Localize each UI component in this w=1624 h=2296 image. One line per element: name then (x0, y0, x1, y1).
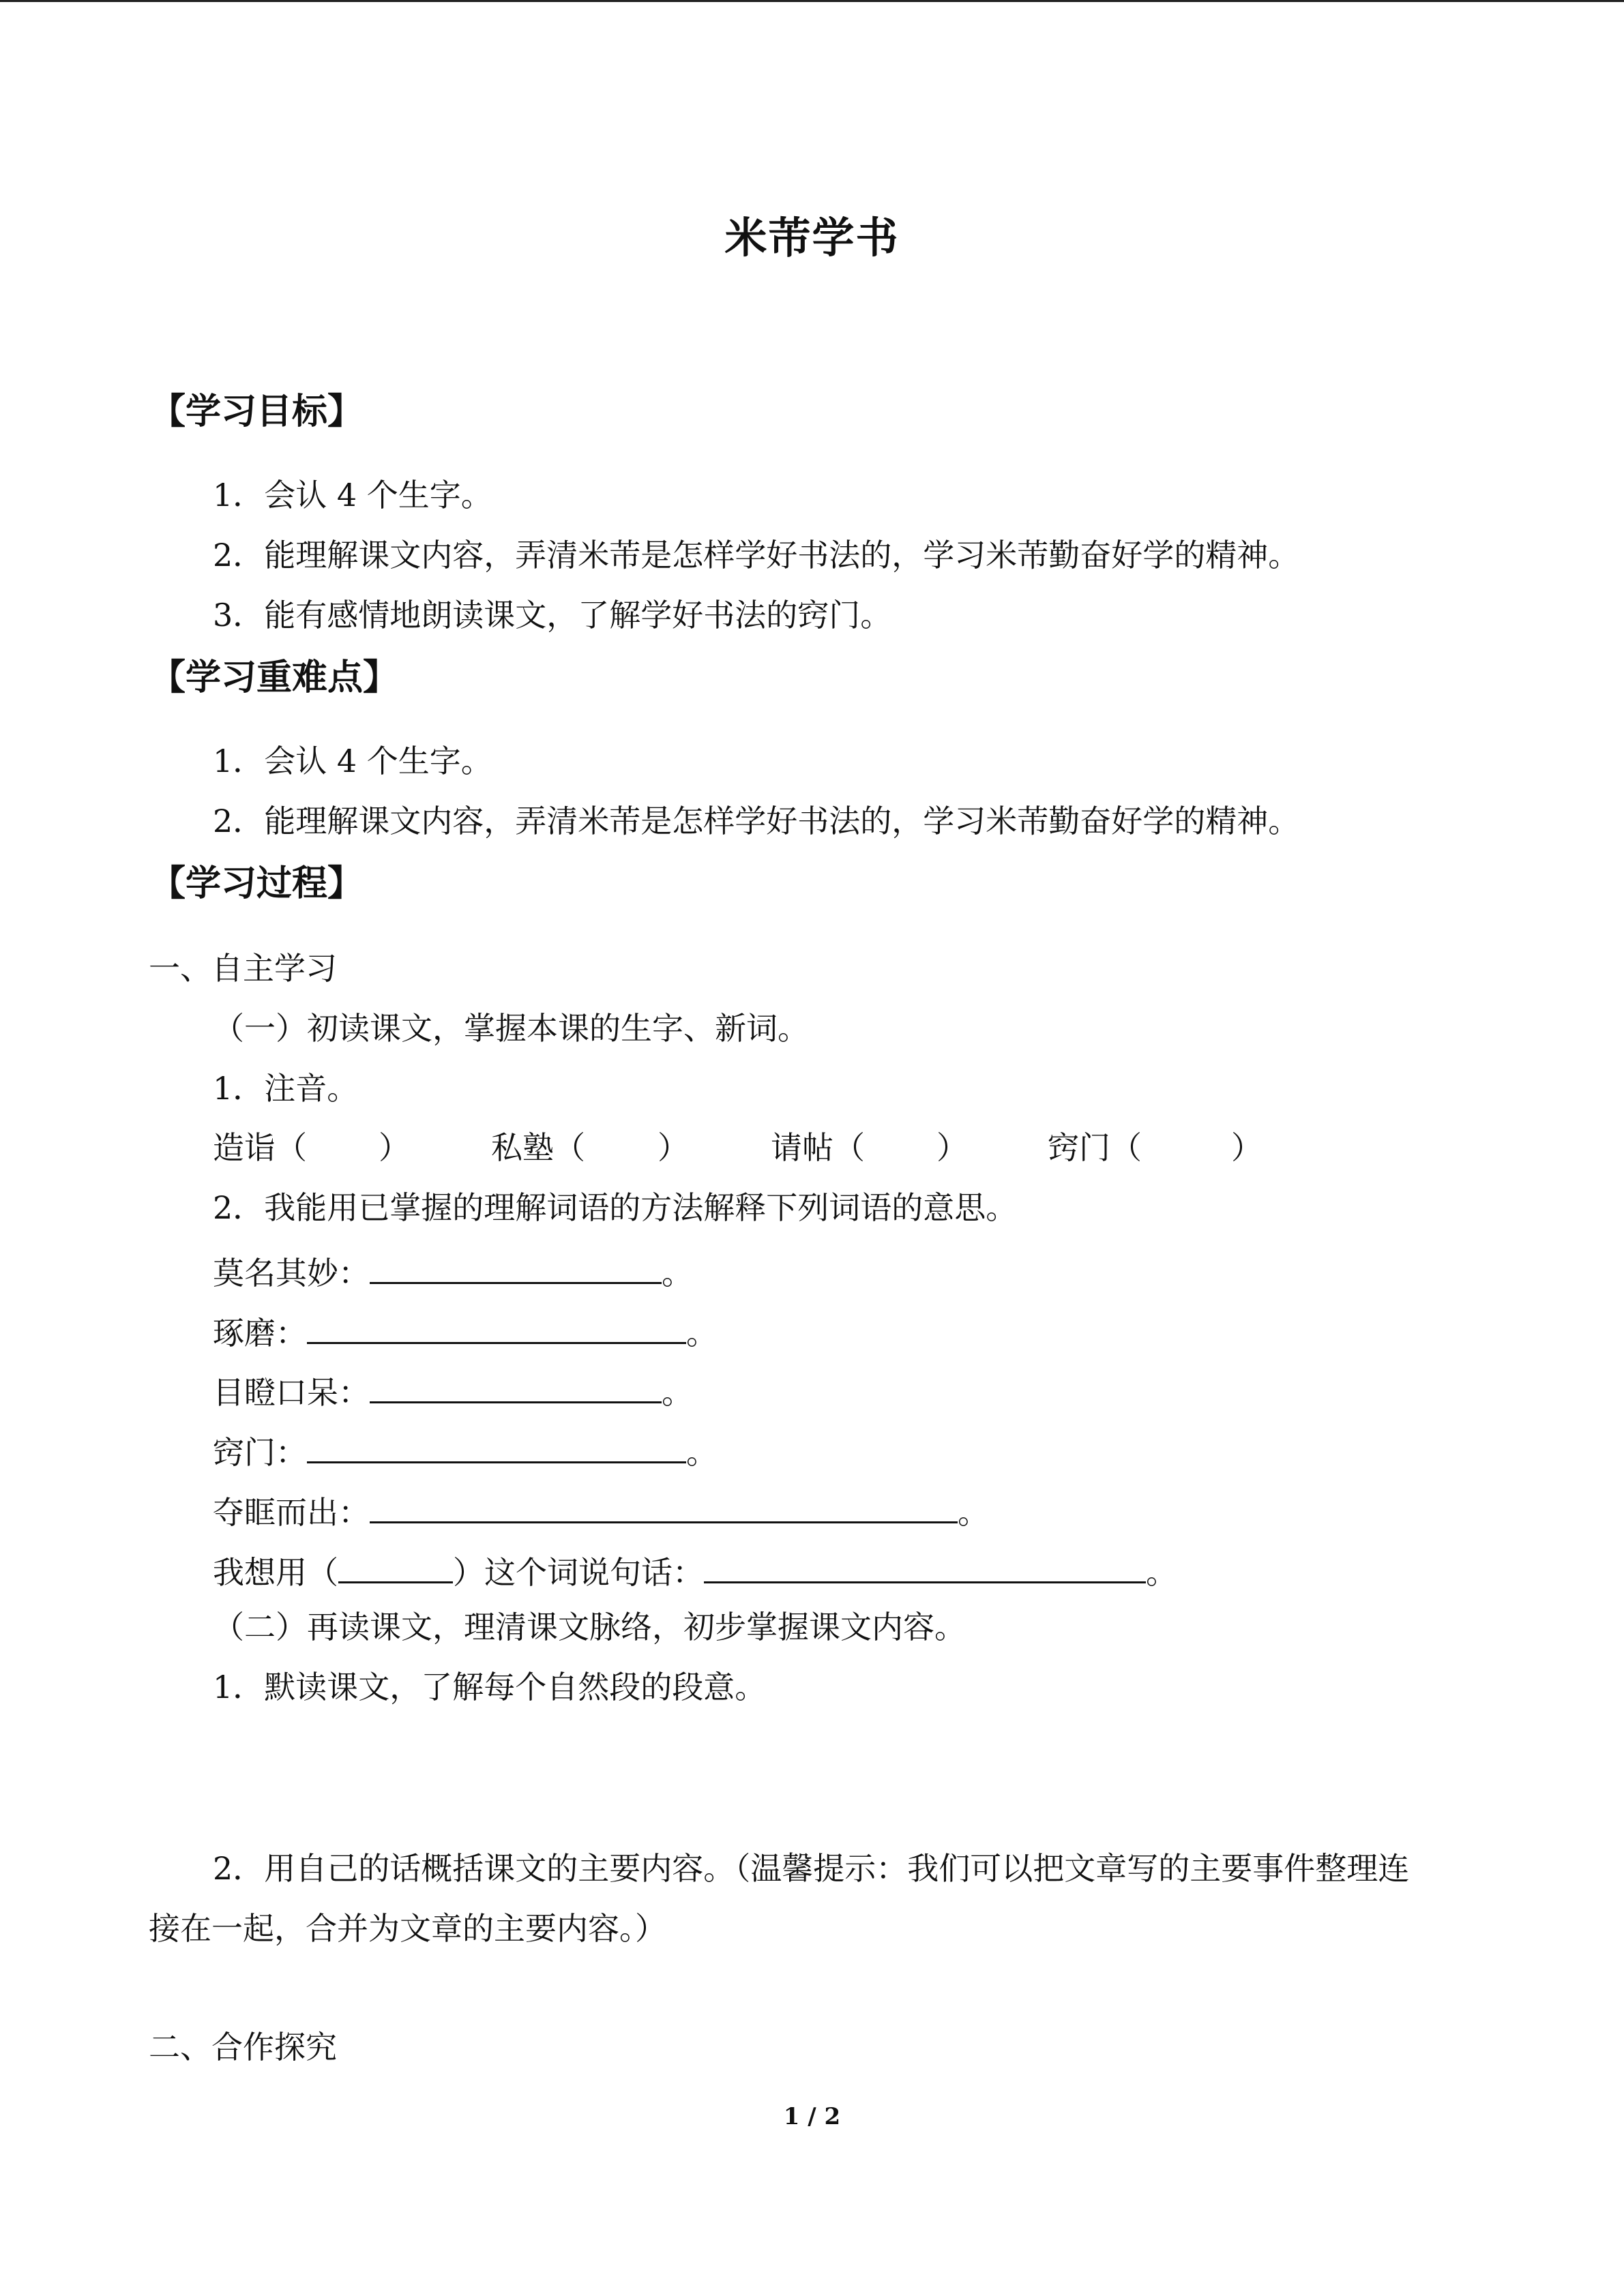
question-label: 1．默读课文，了解每个自然段的段意。 (213, 1669, 767, 1705)
period: 。 (1146, 1554, 1177, 1591)
section-heading-process: 【学习过程】 (150, 863, 364, 904)
sentence-blank[interactable] (704, 1551, 1146, 1583)
goal-item: 1．会认 4 个生字。 (213, 477, 492, 513)
question-label: 2．我能用已掌握的理解词语的方法解释下列词语的意思。 (213, 1189, 1018, 1226)
answer-blank[interactable] (370, 1252, 662, 1284)
word-blank[interactable] (338, 1551, 453, 1583)
vocab-term: 莫名其妙： (213, 1255, 370, 1292)
vocab-row (213, 1491, 989, 1531)
vocab-term: 目瞪口呆： (213, 1374, 370, 1411)
key-point-item: 1．会认 4 个生字。 (213, 743, 492, 779)
vocab-row (213, 1252, 693, 1292)
sentence-row (213, 1551, 1177, 1591)
part-heading: 一、自主学习 (149, 950, 337, 987)
section-heading-goals: 【学习目标】 (150, 391, 364, 432)
subsection-heading: （一）初读课文，掌握本课的生字、新词。 (213, 1010, 809, 1047)
part-heading: 二、合作探究 (149, 2029, 337, 2066)
goal-item: 2．能理解课文内容，弄清米芾是怎样学好书法的，学习米芾勤奋好学的精神。 (213, 537, 1300, 573)
answer-blank[interactable] (307, 1312, 686, 1344)
vocab-row (213, 1431, 718, 1471)
pinyin-word: 造诣（ (213, 1129, 307, 1166)
sentence-mid: ）这个词说句话： (453, 1554, 704, 1591)
pinyin-blank-close[interactable]: ） (379, 1129, 410, 1166)
vocab-term: 琢磨： (213, 1315, 307, 1352)
vocab-row (213, 1312, 718, 1352)
period: 。 (662, 1374, 693, 1411)
subsection-heading: （二）再读课文，理清课文脉络，初步掌握课文内容。 (213, 1609, 966, 1645)
question-label: 2．用自己的话概括课文的主要内容。（温馨提示：我们可以把文章写的主要事件整理连 (213, 1850, 1410, 1887)
pinyin-word: 请帖（ (771, 1129, 865, 1166)
period: 。 (686, 1315, 718, 1352)
page-title: 米芾学书 (724, 213, 900, 263)
period: 。 (686, 1434, 718, 1471)
section-heading-key-points: 【学习重难点】 (150, 657, 399, 698)
key-point-item: 2．能理解课文内容，弄清米芾是怎样学好书法的，学习米芾勤奋好学的精神。 (213, 803, 1300, 839)
sentence-prefix: 我想用（ (213, 1554, 338, 1591)
question-label-continued: 接在一起，合并为文章的主要内容。） (149, 1910, 666, 1947)
top-border (0, 0, 1624, 2)
vocab-term: 夺眶而出： (213, 1494, 370, 1531)
pinyin-blank-close[interactable]: ） (936, 1129, 968, 1166)
answer-blank[interactable] (370, 1491, 958, 1523)
goal-item: 3．能有感情地朗读课文，了解学好书法的窍门。 (213, 597, 892, 633)
pinyin-blank-close[interactable]: ） (658, 1129, 689, 1166)
pinyin-word: 窍门（ (1048, 1129, 1142, 1166)
question-label: 1．注音。 (213, 1070, 359, 1107)
answer-blank[interactable] (370, 1371, 662, 1403)
pinyin-word: 私塾（ (491, 1129, 585, 1166)
period: 。 (958, 1494, 989, 1531)
page-number: 1 / 2 (783, 2103, 841, 2130)
vocab-term: 窍门： (213, 1434, 307, 1471)
vocab-row (213, 1371, 693, 1411)
period: 。 (662, 1255, 693, 1292)
answer-blank[interactable] (307, 1431, 686, 1463)
pinyin-blank-close[interactable]: ） (1231, 1129, 1263, 1166)
